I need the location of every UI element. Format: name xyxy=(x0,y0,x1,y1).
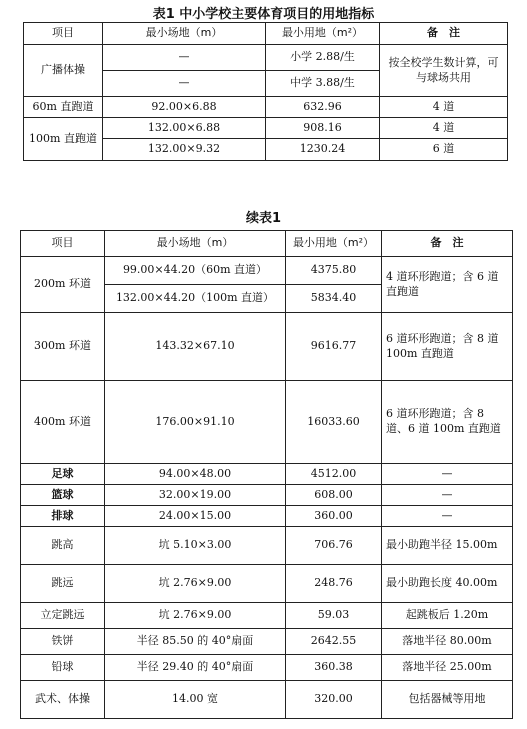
cell-site: 143.32×67.10 xyxy=(105,313,286,381)
cell-land: 908.16 xyxy=(266,118,380,139)
header-item: 项目 xyxy=(21,231,105,257)
table-header-row xyxy=(24,23,508,45)
cell-land: 16033.60 xyxy=(286,381,382,464)
cell-land: 4375.80 xyxy=(286,257,382,285)
cell-item: 跳高 xyxy=(21,527,105,565)
cell-item: 铁饼 xyxy=(21,629,105,655)
cell-note: 起跳板后 1.20m xyxy=(382,603,513,629)
cell-land: 小学 2.88/生 xyxy=(266,45,380,71)
table-header-row xyxy=(21,231,513,257)
table-row xyxy=(21,681,513,719)
cell-land: 9616.77 xyxy=(286,313,382,381)
header-min-site: 最小场地（m） xyxy=(103,23,266,45)
cell-note: — xyxy=(382,506,513,527)
header-item: 项目 xyxy=(24,23,103,45)
cell-item: 跳远 xyxy=(21,565,105,603)
table-row xyxy=(21,381,513,464)
table-row xyxy=(21,485,513,506)
table-row xyxy=(24,45,508,71)
table-row xyxy=(21,565,513,603)
cell-land: 5834.40 xyxy=(286,285,382,313)
table-row xyxy=(24,118,508,139)
cell-note: 按全校学生数计算，可与球场共用 xyxy=(380,45,508,97)
cell-site: 14.00 宽 xyxy=(105,681,286,719)
cell-site: 132.00×9.32 xyxy=(103,139,266,161)
table-row xyxy=(21,655,513,681)
table-row xyxy=(21,464,513,485)
cell-site: 坑 5.10×3.00 xyxy=(105,527,286,565)
cell-site: — xyxy=(103,45,266,71)
cell-note: 落地半径 80.00m xyxy=(382,629,513,655)
table1-title: 表1 中小学校主要体育项目的用地指标 xyxy=(152,7,375,22)
cell-item: 广播体操 xyxy=(24,45,103,97)
cell-note: 6 道环形跑道；含 8 道 100m 直跑道 xyxy=(382,313,513,381)
cell-site: 坑 2.76×9.00 xyxy=(105,603,286,629)
header-min-site: 最小场地（m） xyxy=(105,231,286,257)
table1 xyxy=(23,22,508,161)
header-min-land: 最小用地（m²） xyxy=(266,23,380,45)
cell-item: 武术、体操 xyxy=(21,681,105,719)
cell-note: — xyxy=(382,464,513,485)
cell-item: 200m 环道 xyxy=(21,257,105,313)
cell-land: 248.76 xyxy=(286,565,382,603)
cell-note: 4 道环形跑道；含 6 道直跑道 xyxy=(382,257,513,313)
cell-item: 300m 环道 xyxy=(21,313,105,381)
cell-land: 4512.00 xyxy=(286,464,382,485)
cell-site: 24.00×15.00 xyxy=(105,506,286,527)
cell-site: 92.00×6.88 xyxy=(103,97,266,118)
cell-note: 4 道 xyxy=(380,97,508,118)
cell-note: 最小助跑长度 40.00m xyxy=(382,565,513,603)
cell-item: 排球 xyxy=(21,506,105,527)
cell-land: 360.38 xyxy=(286,655,382,681)
table-row xyxy=(21,257,513,285)
cell-item: 铅球 xyxy=(21,655,105,681)
cell-item: 60m 直跑道 xyxy=(24,97,103,118)
header-note: 备 注 xyxy=(380,23,508,45)
cell-note: 包括器械等用地 xyxy=(382,681,513,719)
cell-site: — xyxy=(103,71,266,97)
cell-site: 94.00×48.00 xyxy=(105,464,286,485)
cell-land: 706.76 xyxy=(286,527,382,565)
cell-note: 最小助跑半径 15.00m xyxy=(382,527,513,565)
header-note: 备 注 xyxy=(382,231,513,257)
table-row xyxy=(24,97,508,118)
table-row xyxy=(21,313,513,381)
cell-land: 608.00 xyxy=(286,485,382,506)
table-row xyxy=(21,506,513,527)
cell-item: 400m 环道 xyxy=(21,381,105,464)
table-row xyxy=(21,629,513,655)
cell-item: 100m 直跑道 xyxy=(24,118,103,161)
table2-title: 续表1 xyxy=(245,211,282,226)
cell-note: 4 道 xyxy=(380,118,508,139)
table2 xyxy=(20,230,513,719)
cell-site: 176.00×91.10 xyxy=(105,381,286,464)
cell-land: 2642.55 xyxy=(286,629,382,655)
cell-land: 320.00 xyxy=(286,681,382,719)
cell-site: 半径 29.40 的 40°扇面 xyxy=(105,655,286,681)
cell-note: 6 道环形跑道；含 8 道、6 道 100m 直跑道 xyxy=(382,381,513,464)
cell-note: 落地半径 25.00m xyxy=(382,655,513,681)
cell-land: 632.96 xyxy=(266,97,380,118)
cell-site: 坑 2.76×9.00 xyxy=(105,565,286,603)
cell-land: 1230.24 xyxy=(266,139,380,161)
cell-note: 6 道 xyxy=(380,139,508,161)
header-min-land: 最小用地（m²） xyxy=(286,231,382,257)
cell-land: 中学 3.88/生 xyxy=(266,71,380,97)
table-row xyxy=(21,527,513,565)
cell-site: 99.00×44.20（60m 直道） xyxy=(105,257,286,285)
cell-item: 篮球 xyxy=(21,485,105,506)
cell-site: 132.00×44.20（100m 直道） xyxy=(105,285,286,313)
table-row xyxy=(21,603,513,629)
cell-land: 360.00 xyxy=(286,506,382,527)
cell-site: 132.00×6.88 xyxy=(103,118,266,139)
cell-site: 32.00×19.00 xyxy=(105,485,286,506)
cell-item: 足球 xyxy=(21,464,105,485)
cell-note: — xyxy=(382,485,513,506)
cell-site: 半径 85.50 的 40°扇面 xyxy=(105,629,286,655)
cell-land: 59.03 xyxy=(286,603,382,629)
cell-item: 立定跳远 xyxy=(21,603,105,629)
